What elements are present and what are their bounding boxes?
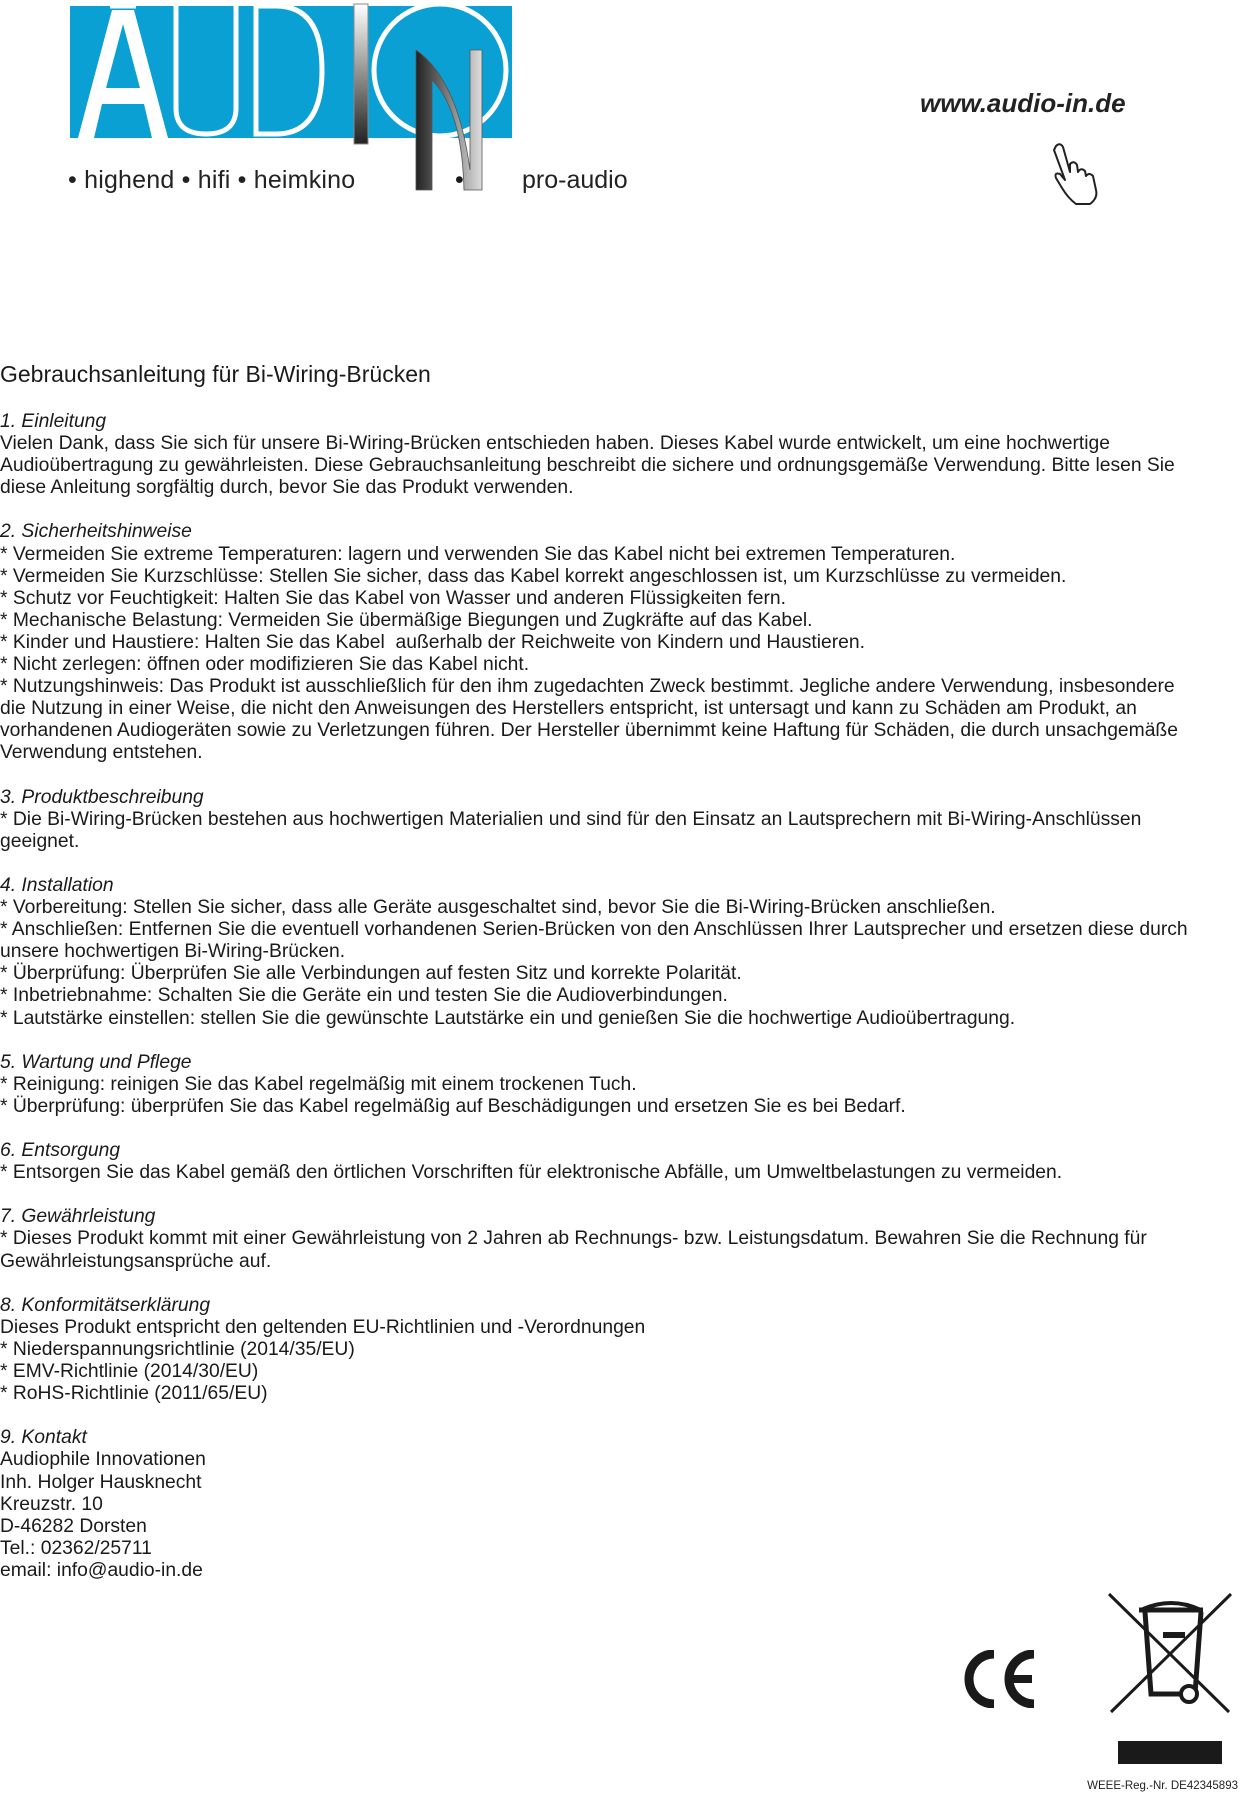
blank-line	[0, 765, 1188, 787]
instruction-body	[0, 411, 1188, 1582]
text-line: Inh. Holger Hausknecht	[0, 1471, 202, 1493]
text-line: * Lautstärke einstellen: stellen Sie die gewünschte Lautstärke ein und genießen Sie die hochwertige Audioübertragung.	[0, 1007, 1016, 1029]
text-line: * Schutz vor Feuchtigkeit: Halten Sie das Kabel von Wasser und anderen Flüssigkeiten fern.	[0, 587, 786, 609]
tagline-bullet: •	[455, 166, 464, 194]
text-line: * RoHS-Richtlinie (2011/65/EU)	[0, 1383, 268, 1405]
pointing-hand-icon	[1048, 142, 1104, 206]
text-line: unsere hochwertigen Bi-Wiring-Brücken.	[0, 941, 346, 963]
blank-line	[0, 1405, 1188, 1427]
text-line: * Dieses Produkt kommt mit einer Gewährleistung von 2 Jahren ab Rechnungs- bzw. Leistungsdatum. Bewahren Sie die Rechnung für	[0, 1228, 1147, 1250]
section-heading: 1. Einleitung	[0, 411, 107, 432]
tagline-pro-audio: pro-audio	[522, 166, 628, 194]
text-line: Tel.: 02362/25711	[0, 1537, 152, 1559]
section-heading: 2. Sicherheitshinweise	[0, 521, 192, 543]
text-line: * Entsorgen Sie das Kabel gemäß den örtlichen Vorschriften für elektronische Abfälle, um Umweltbelastungen zu vermeiden.	[0, 1162, 1063, 1184]
tagline: • highend • hifi • heimkino	[68, 166, 356, 194]
text-line: * Vermeiden Sie extreme Temperaturen: lagern und verwenden Sie das Kabel nicht bei extremen Temperaturen.	[0, 543, 956, 565]
section-heading: 9. Kontakt	[0, 1427, 87, 1449]
blank-line	[0, 1184, 1188, 1206]
section-heading: 3. Produktbeschreibung	[0, 786, 204, 808]
text-line: geeignet.	[0, 830, 80, 852]
text-line: diese Anleitung sorgfältig durch, bevor Sie das Produkt verwenden.	[0, 477, 574, 499]
text-line: Audioübertragung zu gewährleisten. Diese Gebrauchsanleitung beschreibt die sichere und ordnungsgemäße Verwendung. Bitte lesen Sie	[0, 455, 1175, 477]
text-line: * Niederspannungsrichtlinie (2014/35/EU)	[0, 1338, 355, 1360]
text-line: die Nutzung in einer Weise, die nicht den Anweisungen des Herstellers entspricht, ist untersagt und kann zu Schäden am Produkt, an	[0, 698, 1137, 720]
blank-line	[0, 1030, 1188, 1052]
text-line: * Mechanische Belastung: Vermeiden Sie übermäßige Biegungen und Zugkräfte auf das Kabel.	[0, 609, 813, 631]
text-line: Vielen Dank, dass Sie sich für unsere Bi-Wiring-Brücken entschieden haben. Dieses Kabel wurde entwickelt, um eine hochwertige	[0, 433, 1110, 455]
section-heading: 4. Installation	[0, 874, 114, 896]
section-heading: 8. Konformitätserklärung	[0, 1294, 211, 1316]
ce-mark-icon	[962, 1650, 1038, 1708]
text-line: * Vorbereitung: Stellen Sie sicher, dass alle Geräte ausgeschaltet sind, bevor Sie die Bi-Wiring-Brücken anschließen.	[0, 897, 996, 919]
blank-line	[0, 499, 1188, 521]
text-line: * Vermeiden Sie Kurzschlüsse: Stellen Sie sicher, dass das Kabel korrekt angeschlossen ist, um Kurzschlüsse zu vermeiden.	[0, 565, 1067, 587]
text-line: * Überprüfung: überprüfen Sie das Kabel regelmäßig auf Beschädigungen und ersetzen Sie es bei Bedarf.	[0, 1095, 906, 1117]
text-line: Audiophile Innovationen	[0, 1449, 206, 1471]
text-line: * Anschließen: Entfernen Sie die eventuell vorhandenen Serien-Brücken von den Anschlüssen Ihrer Lautsprecher und ersetzen diese durch	[0, 919, 1188, 941]
text-line: * Reinigung: reinigen Sie das Kabel regelmäßig mit einem trockenen Tuch.	[0, 1073, 637, 1095]
weee-registration: WEEE-Reg.-Nr. DE42345893	[1087, 1780, 1238, 1792]
blank-line	[0, 1118, 1188, 1140]
text-line: D-46282 Dorsten	[0, 1515, 147, 1537]
weee-crossed-bin-icon	[1105, 1590, 1237, 1720]
text-line: Gewährleistungsansprüche auf.	[0, 1250, 272, 1272]
document-title: Gebrauchsanleitung für Bi-Wiring-Brücken	[0, 361, 431, 387]
section-heading: 5. Wartung und Pflege	[0, 1051, 192, 1073]
text-line: * EMV-Richtlinie (2014/30/EU)	[0, 1361, 259, 1383]
text-line: * Nutzungshinweis: Das Produkt ist ausschließlich für den ihm zugedachten Zweck bestimmt. Jegliche andere Verwendung, insbesondere	[0, 676, 1175, 698]
text-line: vorhandenen Audiogeräten sowie zu Verletzungen führen. Der Hersteller übernimmt keine Haftung für Schäden, die durch unsachgemäße	[0, 720, 1178, 742]
text-line: * Überprüfung: Überprüfen Sie alle Verbindungen auf festen Sitz und korrekte Polarität.	[0, 963, 742, 985]
text-line: * Inbetriebnahme: Schalten Sie die Geräte ein und testen Sie die Audioverbindungen.	[0, 985, 728, 1007]
text-line: * Die Bi-Wiring-Brücken bestehen aus hochwertigen Materialien und sind für den Einsatz an Lautsprechern mit Bi-Wiring-Anschlüssen	[0, 808, 1142, 830]
blank-line	[0, 1273, 1188, 1295]
text-line: Kreuzstr. 10	[0, 1493, 103, 1515]
weee-bar	[1118, 1741, 1222, 1764]
text-line: * Nicht zerlegen: öffnen oder modifizieren Sie das Kabel nicht.	[0, 654, 530, 676]
text-line: Verwendung entstehen.	[0, 742, 203, 764]
section-heading: 6. Entsorgung	[0, 1140, 121, 1162]
blank-line	[0, 853, 1188, 875]
text-line: * Kinder und Haustiere: Halten Sie das Kabel außerhalb der Reichweite von Kindern und Haustieren.	[0, 631, 865, 653]
text-line: Dieses Produkt entspricht den geltenden EU-Richtlinien und -Verordnungen	[0, 1316, 646, 1338]
section-heading: 7. Gewährleistung	[0, 1206, 156, 1228]
text-line: email: info@audio-in.de	[0, 1559, 203, 1581]
website-link[interactable]: www.audio-in.de	[920, 88, 1126, 118]
